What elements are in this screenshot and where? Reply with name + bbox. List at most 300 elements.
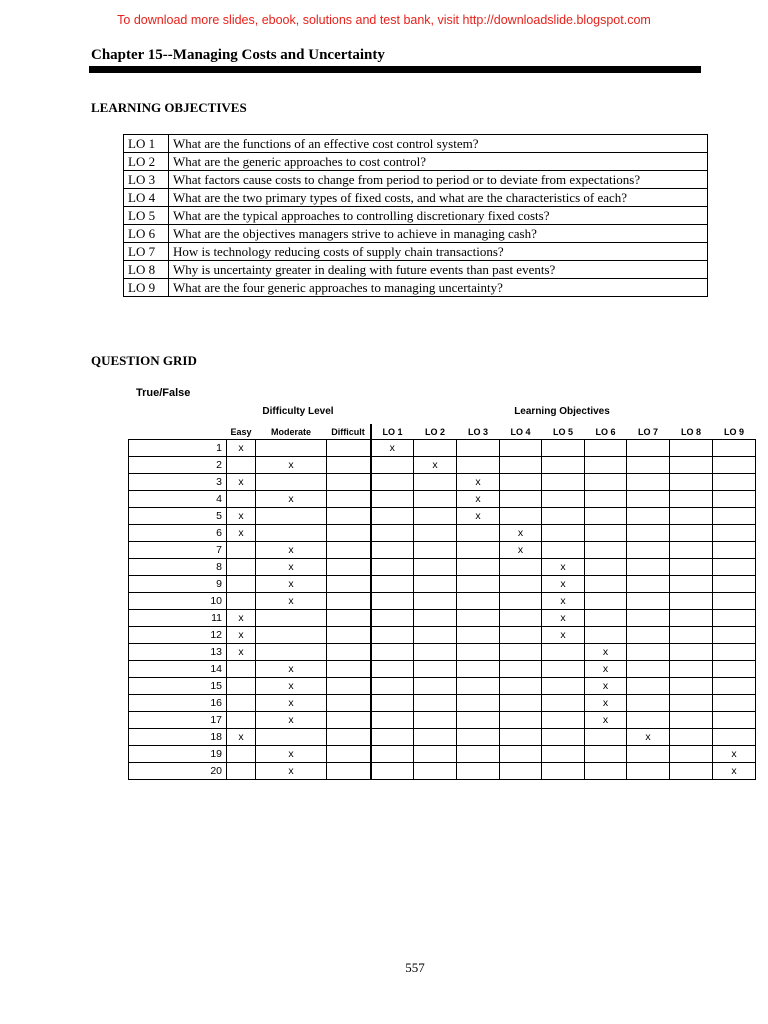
grid-cell xyxy=(457,525,500,542)
grid-cell xyxy=(670,644,713,661)
grid-cell xyxy=(371,542,414,559)
grid-cell xyxy=(327,746,371,763)
grid-cell xyxy=(327,695,371,712)
grid-cell xyxy=(327,559,371,576)
grid-row xyxy=(129,661,756,678)
learning-objectives-table xyxy=(123,134,708,297)
grid-cell xyxy=(713,644,756,661)
grid-cell xyxy=(371,763,414,780)
grid-cell xyxy=(713,610,756,627)
grid-cell xyxy=(713,559,756,576)
grid-cell xyxy=(457,559,500,576)
grid-cell xyxy=(585,729,627,746)
lo-code: LO 2 xyxy=(124,153,169,171)
grid-cell xyxy=(713,457,756,474)
lo-code: LO 6 xyxy=(124,225,169,243)
grid-cell xyxy=(256,525,327,542)
grid-cell xyxy=(371,491,414,508)
grid-cell xyxy=(713,525,756,542)
grid-cell xyxy=(327,491,371,508)
grid-cell xyxy=(227,746,256,763)
grid-cell xyxy=(500,474,542,491)
grid-cell xyxy=(585,746,627,763)
grid-cell xyxy=(414,763,457,780)
grid-cell xyxy=(457,678,500,695)
grid-cell xyxy=(627,457,670,474)
grid-cell xyxy=(227,457,256,474)
lo-question: What are the typical approaches to controlling discretionary fixed costs? xyxy=(169,207,708,225)
grid-cell xyxy=(327,763,371,780)
grid-cell xyxy=(627,763,670,780)
grid-cell xyxy=(585,508,627,525)
grid-cell xyxy=(457,746,500,763)
grid-cell xyxy=(627,474,670,491)
grid-cell xyxy=(227,542,256,559)
grid-cell xyxy=(227,763,256,780)
grid-cell xyxy=(670,542,713,559)
grid-row xyxy=(129,542,756,559)
grid-cell: x xyxy=(585,644,627,661)
grid-cell: x xyxy=(457,508,500,525)
grid-cell xyxy=(670,491,713,508)
question-number: 13 xyxy=(129,644,227,661)
download-banner[interactable]: To download more slides, ebook, solutions and test bank, visit http://downloadslide.blogspot.com xyxy=(117,13,651,27)
grid-cell xyxy=(500,729,542,746)
grid-cell xyxy=(327,474,371,491)
grid-cell xyxy=(414,525,457,542)
grid-cell xyxy=(585,627,627,644)
grid-cell xyxy=(542,678,585,695)
grid-cell xyxy=(457,729,500,746)
grid-cell xyxy=(457,661,500,678)
grid-cell xyxy=(670,576,713,593)
learning-objective-row xyxy=(124,135,708,153)
grid-row xyxy=(129,678,756,695)
grid-cell xyxy=(542,491,585,508)
grid-cell xyxy=(542,695,585,712)
grid-cell: x xyxy=(227,610,256,627)
grid-row xyxy=(129,457,756,474)
chapter-title: Chapter 15--Managing Costs and Uncertainty xyxy=(91,47,385,63)
grid-cell xyxy=(457,712,500,729)
lo-code: LO 9 xyxy=(124,279,169,297)
grid-cell xyxy=(457,763,500,780)
grid-cell: x xyxy=(227,644,256,661)
grid-cell xyxy=(371,746,414,763)
grid-cell xyxy=(670,440,713,457)
lo-question: What are the generic approaches to cost control? xyxy=(169,153,708,171)
lo-code: LO 7 xyxy=(124,243,169,261)
grid-cell xyxy=(414,491,457,508)
grid-cell xyxy=(327,712,371,729)
grid-cell: x xyxy=(713,763,756,780)
grid-cell xyxy=(500,661,542,678)
grid-row xyxy=(129,525,756,542)
question-number: 14 xyxy=(129,661,227,678)
grid-cell xyxy=(627,627,670,644)
question-number: 5 xyxy=(129,508,227,525)
grid-cell xyxy=(627,542,670,559)
grid-cell: x xyxy=(457,491,500,508)
grid-cell xyxy=(713,542,756,559)
grid-cell xyxy=(670,627,713,644)
grid-cell xyxy=(256,610,327,627)
grid-cell: x xyxy=(585,712,627,729)
grid-cell xyxy=(500,491,542,508)
grid-row xyxy=(129,593,756,610)
grid-column-header: LO 3 xyxy=(467,426,488,437)
grid-cell xyxy=(327,542,371,559)
lo-question: How is technology reducing costs of supply chain transactions? xyxy=(169,243,708,261)
grid-cell xyxy=(414,610,457,627)
grid-cell xyxy=(371,661,414,678)
learning-objective-row xyxy=(124,261,708,279)
grid-cell xyxy=(414,661,457,678)
grid-cell xyxy=(627,661,670,678)
grid-cell xyxy=(457,542,500,559)
grid-cell xyxy=(327,610,371,627)
lo-question: Why is uncertainty greater in dealing with future events than past events? xyxy=(169,261,708,279)
grid-cell xyxy=(371,712,414,729)
grid-cell xyxy=(327,627,371,644)
question-grid-table xyxy=(128,424,756,780)
grid-cell: x xyxy=(256,593,327,610)
grid-cell xyxy=(414,695,457,712)
grid-cell: x xyxy=(227,440,256,457)
lo-code: LO 8 xyxy=(124,261,169,279)
grid-row xyxy=(129,508,756,525)
grid-cell xyxy=(627,678,670,695)
grid-cell xyxy=(414,440,457,457)
grid-cell: x xyxy=(585,661,627,678)
grid-cell: x xyxy=(227,525,256,542)
grid-cell xyxy=(256,644,327,661)
question-number: 19 xyxy=(129,746,227,763)
grid-column-header: LO 1 xyxy=(382,426,403,437)
title-rule xyxy=(89,66,701,73)
grid-cell xyxy=(542,763,585,780)
grid-cell xyxy=(457,440,500,457)
question-grid-heading: QUESTION GRID xyxy=(91,353,197,368)
grid-cell xyxy=(414,746,457,763)
grid-cell xyxy=(542,746,585,763)
grid-cell xyxy=(371,627,414,644)
grid-column-header: Moderate xyxy=(270,426,311,437)
grid-cell xyxy=(457,627,500,644)
grid-column-header: LO 2 xyxy=(424,426,445,437)
grid-cell xyxy=(457,610,500,627)
grid-cell: x xyxy=(627,729,670,746)
grid-cell xyxy=(414,729,457,746)
grid-row xyxy=(129,729,756,746)
grid-row xyxy=(129,627,756,644)
grid-cell xyxy=(713,440,756,457)
grid-cell xyxy=(414,712,457,729)
grid-cell xyxy=(414,474,457,491)
grid-row xyxy=(129,763,756,780)
grid-cell xyxy=(371,576,414,593)
learning-objective-row xyxy=(124,189,708,207)
grid-cell: x xyxy=(256,763,327,780)
question-number: 16 xyxy=(129,695,227,712)
grid-cell xyxy=(713,712,756,729)
lo-question: What are the two primary types of fixed costs, and what are the characteristics of each? xyxy=(169,189,708,207)
grid-cell xyxy=(371,678,414,695)
grid-cell: x xyxy=(500,542,542,559)
grid-cell xyxy=(713,491,756,508)
question-number: 12 xyxy=(129,627,227,644)
grid-column-header: LO 8 xyxy=(680,426,701,437)
grid-cell xyxy=(371,474,414,491)
grid-cell xyxy=(713,576,756,593)
grid-cell xyxy=(627,440,670,457)
learning-objective-row xyxy=(124,279,708,297)
grid-cell xyxy=(500,610,542,627)
lo-question: What are the functions of an effective cost control system? xyxy=(169,135,708,153)
question-number: 17 xyxy=(129,712,227,729)
learning-objective-row xyxy=(124,207,708,225)
grid-cell xyxy=(585,763,627,780)
grid-row xyxy=(129,491,756,508)
grid-cell xyxy=(713,508,756,525)
grid-cell xyxy=(414,508,457,525)
grid-cell xyxy=(627,746,670,763)
grid-cell xyxy=(542,542,585,559)
grid-cell: x xyxy=(256,712,327,729)
grid-cell xyxy=(371,610,414,627)
grid-cell: x xyxy=(227,508,256,525)
grid-cell xyxy=(371,457,414,474)
grid-cell xyxy=(256,729,327,746)
grid-cell xyxy=(414,593,457,610)
grid-cell xyxy=(500,627,542,644)
grid-cell xyxy=(627,644,670,661)
grid-cell: x xyxy=(256,576,327,593)
lo-question: What factors cause costs to change from period to period or to deviate from expectations? xyxy=(169,171,708,189)
grid-cell xyxy=(585,474,627,491)
grid-column-header: Difficult xyxy=(327,424,371,440)
grid-cell xyxy=(500,559,542,576)
grid-cell xyxy=(500,576,542,593)
grid-cell xyxy=(627,593,670,610)
grid-cell xyxy=(327,525,371,542)
question-number: 3 xyxy=(129,474,227,491)
grid-cell xyxy=(371,644,414,661)
grid-cell: x xyxy=(713,746,756,763)
grid-cell: x xyxy=(256,678,327,695)
grid-cell xyxy=(227,576,256,593)
grid-cell xyxy=(542,712,585,729)
grid-column-header: LO 7 xyxy=(637,426,658,437)
grid-cell xyxy=(500,678,542,695)
grid-cell xyxy=(585,440,627,457)
grid-cell xyxy=(227,695,256,712)
grid-corner xyxy=(129,424,227,440)
grid-cell xyxy=(227,491,256,508)
grid-cell xyxy=(256,440,327,457)
lo-code: LO 5 xyxy=(124,207,169,225)
grid-cell xyxy=(227,661,256,678)
learning-objective-row xyxy=(124,243,708,261)
grid-cell xyxy=(327,729,371,746)
grid-cell xyxy=(627,576,670,593)
grid-cell xyxy=(227,712,256,729)
grid-cell xyxy=(457,593,500,610)
grid-cell xyxy=(327,678,371,695)
question-number: 1 xyxy=(129,440,227,457)
grid-cell xyxy=(670,508,713,525)
grid-cell xyxy=(500,508,542,525)
grid-cell xyxy=(414,627,457,644)
grid-cell xyxy=(542,661,585,678)
question-number: 15 xyxy=(129,678,227,695)
grid-cell xyxy=(371,593,414,610)
grid-cell xyxy=(457,457,500,474)
grid-cell xyxy=(500,593,542,610)
learning-objectives-header: Learning Objectives xyxy=(514,406,610,417)
grid-cell xyxy=(585,576,627,593)
grid-cell xyxy=(327,508,371,525)
grid-cell xyxy=(327,593,371,610)
grid-row xyxy=(129,695,756,712)
grid-cell xyxy=(585,542,627,559)
grid-cell xyxy=(542,440,585,457)
grid-cell xyxy=(227,593,256,610)
grid-cell: x xyxy=(542,610,585,627)
grid-cell: x xyxy=(227,627,256,644)
grid-cell xyxy=(414,678,457,695)
question-number: 18 xyxy=(129,729,227,746)
grid-cell xyxy=(371,695,414,712)
grid-cell: x xyxy=(542,576,585,593)
question-number: 20 xyxy=(129,763,227,780)
grid-cell: x xyxy=(256,695,327,712)
grid-cell xyxy=(585,610,627,627)
lo-code: LO 4 xyxy=(124,189,169,207)
grid-cell xyxy=(585,593,627,610)
grid-cell xyxy=(627,559,670,576)
grid-cell xyxy=(371,508,414,525)
grid-cell xyxy=(542,508,585,525)
grid-cell xyxy=(713,678,756,695)
grid-cell: x xyxy=(542,593,585,610)
grid-cell: x xyxy=(256,559,327,576)
grid-row xyxy=(129,746,756,763)
grid-row xyxy=(129,559,756,576)
grid-cell xyxy=(713,627,756,644)
grid-cell xyxy=(670,457,713,474)
grid-cell: x xyxy=(256,491,327,508)
grid-cell xyxy=(256,508,327,525)
grid-cell xyxy=(500,695,542,712)
grid-cell xyxy=(227,678,256,695)
grid-cell xyxy=(327,457,371,474)
grid-column-header: LO 9 xyxy=(723,426,744,437)
grid-cell xyxy=(457,644,500,661)
lo-question: What are the four generic approaches to managing uncertainty? xyxy=(169,279,708,297)
grid-column-header: LO 5 xyxy=(552,426,573,437)
grid-column-header: LO 6 xyxy=(595,426,616,437)
grid-cell xyxy=(256,474,327,491)
question-number: 6 xyxy=(129,525,227,542)
grid-cell: x xyxy=(256,746,327,763)
grid-cell xyxy=(327,644,371,661)
grid-cell xyxy=(713,661,756,678)
grid-cell: x xyxy=(256,542,327,559)
grid-cell xyxy=(670,695,713,712)
grid-cell xyxy=(327,576,371,593)
grid-cell xyxy=(500,457,542,474)
grid-cell: x xyxy=(542,627,585,644)
grid-cell: x xyxy=(227,729,256,746)
grid-cell xyxy=(542,457,585,474)
grid-cell xyxy=(256,627,327,644)
grid-cell xyxy=(713,729,756,746)
grid-cell xyxy=(670,746,713,763)
grid-cell xyxy=(670,474,713,491)
grid-cell xyxy=(542,729,585,746)
question-number: 10 xyxy=(129,593,227,610)
lo-question: What are the objectives managers strive to achieve in managing cash? xyxy=(169,225,708,243)
grid-cell xyxy=(542,644,585,661)
grid-cell xyxy=(414,644,457,661)
grid-column-header: LO 4 xyxy=(510,426,531,437)
grid-cell xyxy=(713,695,756,712)
grid-cell xyxy=(500,746,542,763)
grid-cell xyxy=(457,695,500,712)
grid-cell xyxy=(371,525,414,542)
difficulty-level-header: Difficulty Level xyxy=(262,406,334,417)
grid-cell xyxy=(627,525,670,542)
grid-row xyxy=(129,610,756,627)
grid-cell xyxy=(670,661,713,678)
grid-cell xyxy=(670,525,713,542)
grid-cell xyxy=(627,610,670,627)
grid-cell xyxy=(627,491,670,508)
grid-cell xyxy=(713,474,756,491)
grid-cell xyxy=(627,695,670,712)
grid-cell xyxy=(670,593,713,610)
lo-code: LO 1 xyxy=(124,135,169,153)
grid-cell xyxy=(542,525,585,542)
grid-cell: x xyxy=(371,440,414,457)
grid-cell xyxy=(500,440,542,457)
grid-cell xyxy=(670,559,713,576)
page-number: 557 xyxy=(405,960,425,975)
learning-objectives-heading: LEARNING OBJECTIVES xyxy=(91,100,247,115)
question-number: 7 xyxy=(129,542,227,559)
grid-cell xyxy=(627,508,670,525)
grid-cell xyxy=(585,525,627,542)
grid-cell xyxy=(627,712,670,729)
question-number: 2 xyxy=(129,457,227,474)
grid-cell xyxy=(500,763,542,780)
learning-objective-row xyxy=(124,153,708,171)
grid-cell xyxy=(585,491,627,508)
grid-cell xyxy=(327,440,371,457)
grid-cell: x xyxy=(457,474,500,491)
grid-cell xyxy=(227,559,256,576)
grid-cell xyxy=(670,712,713,729)
grid-cell xyxy=(371,559,414,576)
grid-cell: x xyxy=(256,457,327,474)
grid-row xyxy=(129,440,756,457)
grid-cell xyxy=(457,576,500,593)
true-false-label: True/False xyxy=(136,387,191,399)
question-number: 9 xyxy=(129,576,227,593)
question-number: 11 xyxy=(129,610,227,627)
grid-cell: x xyxy=(414,457,457,474)
